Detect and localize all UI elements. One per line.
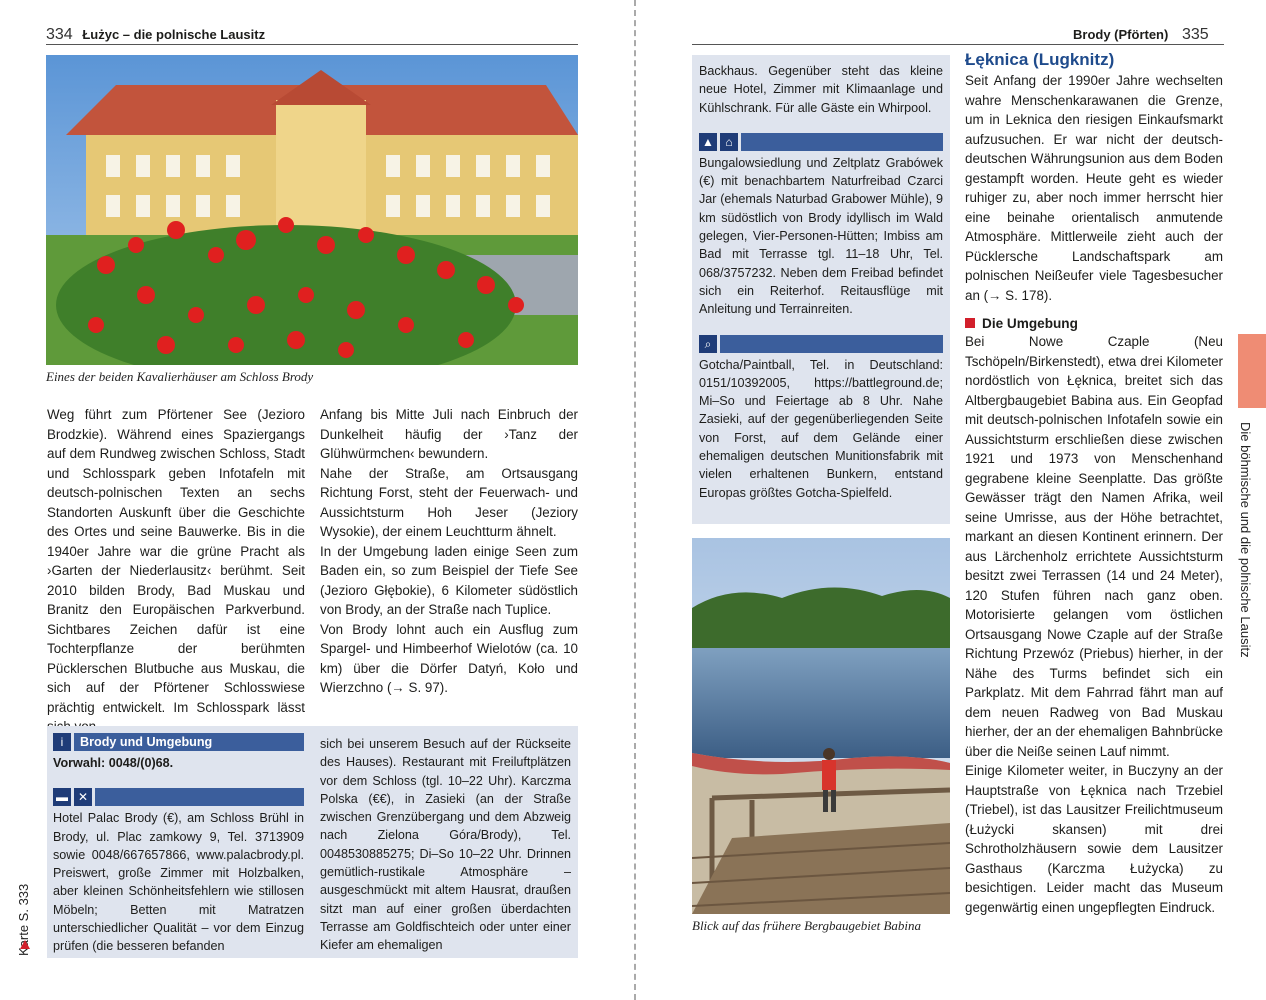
umgebung-heading-text: Die Umgebung	[982, 316, 1078, 331]
page-divider	[634, 0, 636, 1000]
umgebung-text: Bei Nowe Czaple (Neu Tschöpeln/Birkenstedt), etwa drei Kilometer nordöstlich von Łęknica, breitet sich das Altbergbaugebiet Babina aus. Ein Geopfad mit deutsch-polnischen Infotafeln sowie ein Aussichtsturm erschließen diese zwischen 1921 und 1973 von Menschenhand gegrabene kleine Seenplatte. Das größte Gewässer trägt den Namen Afrika, weil seine Umrisse, aus der Höhe betrachtet, markant an diesen Kontinent erinnern. Der aus Lärchenholz errichtete Aussichtsturm besitzt zwei Terrassen (14 und 24 Meter), 120 Stufen führen nach ganz oben. Motorisierte gelangen vom östlichen Ortsausgang Nowe Czaple auf der Straße Richtung Przewóz (Priebus) hierher, in der Nähe des Turms befindet sich ein Parkplatz. Mit dem Fahrrad fährt man auf dem neuen Radweg von Bad Muskau hierher, der an der ehemaligen Bahnbrücke über die Neiße seinen Lauf nimmt.	[965, 334, 1223, 759]
info-title-bar	[53, 733, 304, 751]
tent-icon: ▲	[699, 133, 717, 151]
left-column-1	[47, 405, 305, 737]
camping-icon-bar	[699, 133, 943, 151]
vorwahl-text: Vorwahl: 0048/(0)68.	[53, 756, 174, 770]
map-arrow-icon	[20, 940, 30, 949]
info-icon: i	[53, 733, 71, 751]
brody-info-box-col2: sich bei unserem Besuch auf der Rückseite des Hauses). Restaurant mit Freiluftplätzen vor dem Schloss (tgl. 10–22 Uhr). Karczma Polska (€€), in Zasieki (an der Straße zwischen Grenzübergang und dem Abzweig nach Zielona Góra/Brody), Tel. 0048530885275; Di–So 10–22 Uhr. Drinnen gemütlich-rustikale Atmosphäre – ausgeschmückt mit altem Hausrat, draußen sitzt man auf einer großen überdachten Terrasse am Goldfischteich oder unter einer Kiefer am ehemaligen	[320, 737, 571, 953]
bed-icon: ▬	[53, 788, 71, 806]
leknica-title: Łęknica (Lugknitz)	[965, 50, 1115, 69]
schloss-photo	[46, 55, 578, 365]
map-reference-text: Karte S. 333	[16, 883, 31, 956]
babina-photo	[692, 538, 950, 914]
info-box-title: Brody und Umgebung	[74, 733, 304, 751]
right-photo-caption: Blick auf das frühere Bergbaugebiet Babina	[692, 918, 922, 933]
right-text-column	[965, 50, 1223, 917]
left-col1-text: Weg führt zum Pförtener See (Jezioro Brodzkie). Während eines Spaziergangs auf dem Rundweg zwischen Schloss, Stadt und Schlosspark geben Infotafeln mit deutsch-polnischen Texten an sechs Standorten Auskunft über die Geschichte des Ortes und seine Bauwerke. Bis in die 1940er Jahre war die grüne Pracht als ›Garten der Niederlausitz‹ berühmt. Seit 2010 bilden Brody, Bad Muskau und Branitz den Europäischen Parkverbund. Sichtbares Zeichen dafür ist eine Tochterpflanze der berühmten Pücklerschen Blutbuche aus Muskau, die sich auf der Pförtener Schlosswiese prächtig entwickelt. Im Schlosspark lässt	[47, 407, 305, 715]
freilichtmuseum-text: Einige Kilometer weiter, in Buczyny an der Hauptstraße von Łęknica nach Trzebiel (Triebel), ist das Lausitzer Freilichtmuseum (Łużycki skansen) mit drei Schrotholzhäusern sowie dem Lausitzer Gasthaus (Karczma Łużycka) zu besichtigen. Leider macht das Museum gegenwärtig einen ungepflegten Eindruck.	[965, 763, 1223, 915]
right-header	[1073, 26, 1209, 44]
hotel-text: Hotel Palac Brody (€), am Schloss Brühl in Brody, ul. Plac zamkowy 9, Tel. 3713909 sowie 0048/667657866, www.palacbrody.pl. Preiswert, große Zimmer mit Holzbalken, aber kleinen Schönheitsfehlern wie stillosen Möbeln; Betten mit Matratzen unterschiedlicher Qualität – vor dem Einzug prüfen (die besseren befanden	[53, 811, 304, 954]
red-marker-icon	[965, 318, 975, 328]
right-header-rule	[692, 44, 1224, 45]
left-column-2	[320, 405, 578, 698]
right-page-number: 335	[1181, 26, 1209, 43]
bakehouse-text: Backhaus. Gegenüber steht das kleine neue Hotel, Zimmer mit Klimaanlage und Kühlschrank. Für alle Gäste ein Whirpool.	[699, 64, 943, 115]
gotcha-icon-bar	[699, 335, 943, 353]
right-header-title: Brody (Pförten)	[1073, 27, 1169, 42]
left-header-rule	[46, 44, 578, 45]
umgebung-heading	[965, 316, 1223, 331]
left-col2-p4: Von Brody lohnt auch ein Ausflug zum Spargel- und Himbeerhof Wielotów (ca. 10 km) über die Dörfer Datyń, Koło und Wierzchno (→ S. 97).	[320, 621, 578, 695]
left-page-number: 334	[46, 26, 73, 43]
left-col2-p1: Anfang bis Mitte Juli nach Einbruch der Dunkelheit häufig der ›Tanz der Glühwürmchen‹ bewundern.	[320, 407, 578, 461]
chapter-tab-text: Die böhmische und die polnische Lausitz	[1238, 422, 1253, 658]
right-info-box-content	[699, 62, 943, 502]
left-photo-caption: Eines der beiden Kavalierhäuser am Schloss Brody	[46, 369, 314, 384]
left-col2-p2: Nahe der Straße, am Ortsausgang Richtung Forst, steht der Feuerwach- und Aussichtsturm Hoh Jeser (Jeziory Wysokie), der einem Leuchtturm ähnelt.	[320, 465, 578, 539]
camping-icon: ⌂	[720, 133, 738, 151]
camping-text: Bungalowsiedlung und Zeltplatz Grabówek (€) mit benachbartem Naturfreibad Czarci Jar (ehemals Naturbad Grabower Mühle), 9 km südöstlich von Brody idyllisch im Wald gelegen, Vier-Personen-Hütten; Imbiss am Bad mit Terrasse tgl. 11–18 Uhr, Tel. 068/3757232. Neben dem Freibad befindet sich ein Reiterhof. Reitausflüge mit Anleitung und Terrainreiten.	[699, 155, 943, 317]
brody-info-box-col1	[53, 733, 304, 956]
gotcha-text: Gotcha/Paintball, Tel. in Deutschland: 0151/10392005, https://battleground.de; Mi–So und Feiertage ab 8 Uhr. Nahe Zasieki, auf der gegenüberliegenden Seite von Forst, auf dem Gelände einer ehemaligen deutschen Munitionsfabrik mit vielen erhaltenen Bunkern, entstand Europas größtes Gotcha-Spielfeld.	[699, 357, 943, 500]
search-icon: ⌕	[699, 335, 717, 353]
chapter-tab-marker[interactable]	[1238, 334, 1266, 408]
left-header-title: Łużyc – die polnische Lausitz	[82, 27, 266, 42]
left-col2-p3: In der Umgebung laden einige Seen zum Baden ein, so zum Beispiel der Tiefe See (Jezioro Głębokie), 6 Kilometer südöstlich von Brody, an der Straße nach Tuplice.	[320, 543, 578, 617]
left-header	[46, 26, 265, 44]
leknica-intro: Seit Anfang der 1990er Jahre wechselten wahre Menschenkarawanen die Grenze, um in Leknica den riesigen Einkaufsmarkt aufzusuchen. Er war nicht der deutsch-deutschen Währungsunion aus dem Boden gestampft worden. Heute geht es wieder ruhiger zu, aber noch immer herrscht hier eine beinahe orientalisch anmutende Atmosphäre. Mittlerweile zieht auch der Pücklersche Landschaftspark am polnischen Neißeufer viele Tagesbesucher an (→ S. 178).	[965, 73, 1223, 303]
restaurant-icon: ✕	[74, 788, 92, 806]
hotel-icon-bar	[53, 788, 304, 806]
